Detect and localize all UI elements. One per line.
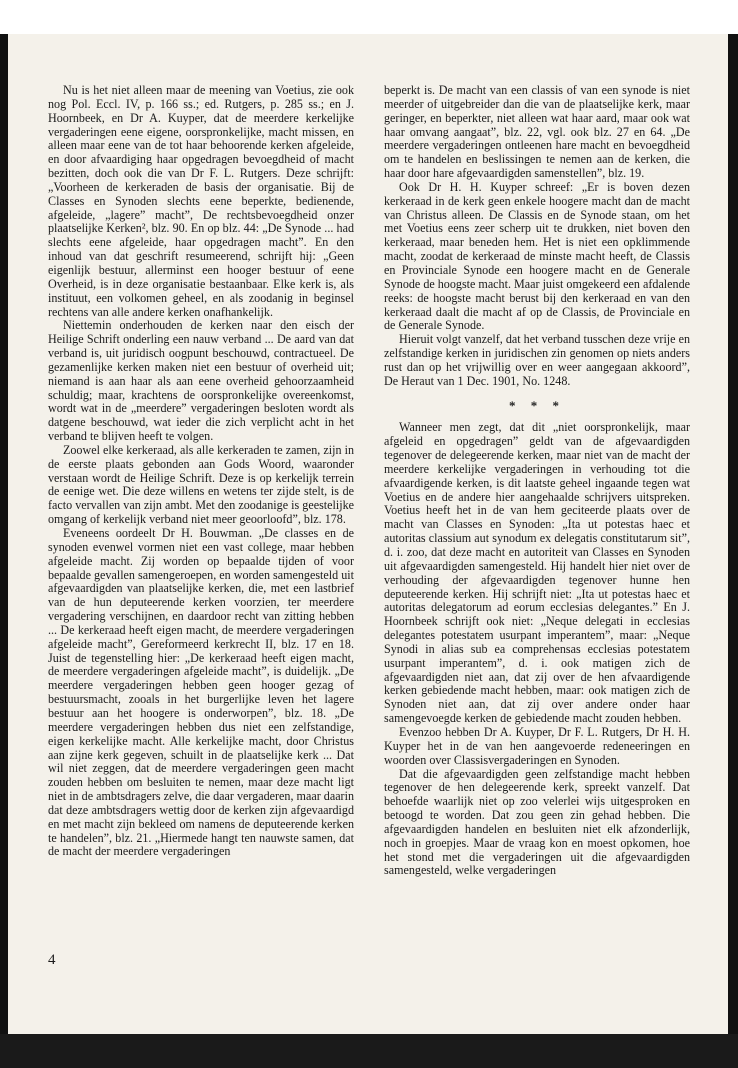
document-page <box>8 34 728 1034</box>
paragraph: Dat die afgevaardigden geen zelfstandige macht hebben tegenover de hen delegeerende kerk, spreekt vanzelf. Dat behoefde waarlijk niet op zoo velerlei wijs uitgesproken en betoogd te worden. Dat zou geen zin gehad hebben. Die afgevaardigden handelen en besluiten niet elk afzonderlijk, noch in groepjes. Maar de vraag kon en moest opkomen, hoe het stond met die vergaderingen uit die afgevaardigden samengesteld, welke vergaderingen <box>384 766 690 878</box>
paragraph: Niettemin onderhouden de kerken naar den eisch der Heilige Schrift onderling een nauw verband ... De aard van dat verband is, uit juridisch oogpunt beschouwd, contractueel. De gezamenlijke kerken maken niet een bestuur of overheid uit; niemand is aan haar als aan eene overheid gehoorzaamheid schuldig; maar, krachtens de oorspronkelijke overeenkomst, wordt wat in de „meerdere” vergaderingen besloten wordt als datgene beschouwd, wat ieder die zich verplicht acht in het verband te blijven heeft te volgen. <box>48 318 354 444</box>
paragraph: beperkt is. De macht van een classis of van een synode is niet meerder of uitgebreider dan die van de plaatselijke kerk, maar geringer, en beperkter, niet alleen wat haar aard, maar ook wat haar omvang aangaat”, blz. 22, vgl. ook blz. 27 en 64. „De meerdere vergaderingen ontleenen hare macht en bevoegdheid om te handelen en beslissingen te nemen aan de kerken, die haar door hare afgevaardigden samenstellen”, blz. 19. <box>384 83 690 181</box>
scan-right-edge <box>728 34 738 1034</box>
paragraph: Nu is het niet alleen maar de meening van Voetius, zie ook nog Pol. Eccl. IV, p. 166 ss.; ed. Rutgers, p. 285 ss.; en J. Hoornbeek, en Dr A. Kuyper, dat de meerdere kerkelijke vergaderingen eene eigene, oorspronkelijke, macht missen, en alleen maar eene van de tot haar behoorende kerken afgeleide, en door afvaardiging haar opgedragen bevoegdheid of macht bezitten, doch ook die van Dr F. L. Rutgers. Deze schrijft: „Voorheen de kerkeraden de basis der organisatie. Bij de Classes en Synoden slechts eene beperkte, bedienende, afgeleide, „lagere” macht”, De rechtsbevoegdheid onzer plaatselijke Kerken², blz. 90. En op blz. 44: „De Synode ... had slechts eene afgeleide, haar opgedragen macht”. En den inhoud van dat geschrift resumeerend, schrijft hij: „Geen eigenlijk bestuur, allerminst een hooger bestuur of eene Overheid, is in deze organisatie bestaanbaar. Elke kerk is, als instituut, een volkomen geheel, en als zoodanig in beginsel rechtens van alle andere kerken onafhankelijk. <box>48 83 354 319</box>
right-column <box>384 84 690 878</box>
paragraph: Eveneens oordeelt Dr H. Bouwman. „De classes en de synoden evenwel vormen niet een vast college, maar hebben afgeleide macht. Zij worden op bepaalde tijden of voor bepaalde gevallen samengeroepen, en worden samengesteld uit afgevaardigden van plaatselijke kerken, die, met een lastbrief van de hun deputeerende kerken voorzien, ter meerdere vergadering verschijnen, en daardoor recht van zitting hebben ... De kerkeraad heeft eigen macht, de meerdere vergaderingen afgeleide macht”, Gereformeerd kerkrecht II, blz. 17 en 18. Juist de tegenstelling hier: „De kerkeraad heeft eigen macht, de meerdere vergaderingen afgeleide macht”, is duidelijk. „De meerdere vergaderingen hebben geen hooger gezag of bestuursmacht, zooals in het burgerlijke leven het lagere bestuur aan het hoogere is onderworpen”, blz. 18. „De meerdere vergaderingen hebben dus niet een zelfstandige, eigen kerkelijke macht. Alle kerkelijke macht, door Christus aan zijne kerk gegeven, schuilt in de plaatselijke kerk ... Dat wil niet zeggen, dat de meerdere vergaderingen geen macht zouden hebben om besluiten te nemen, maar deze macht ligt niet in de ambtsdragers zelve, die daar vergaderen, maar daarin dat deze ambtsdragers wettig door de kerken zijn afgevaardigd en met macht zijn bekleed om namens de deputeerende kerken te handelen”, blz. 21. „Hiermede hangt ten nauwste samen, dat de macht der meerdere vergaderingen <box>48 526 354 859</box>
paragraph: Hieruit volgt vanzelf, dat het verband tusschen deze vrije en zelfstandige kerken in juridischen zin genomen op niets anders rust dan op het vrijwillig over en weer aangegaan akkoord”, De Heraut van 1 Dec. 1901, No. 1248. <box>384 332 690 388</box>
scan-background-top <box>0 0 738 34</box>
paragraph: Zoowel elke kerkeraad, als alle kerkeraden te zamen, zijn in de eerste plaats gebonden aan Gods Woord, waaronder verstaan wordt de Heilige Schrift. Deze is op kerkelijk terrein de eenige wet. Die deze willens en wetens ter zijde stelt, is de facto vervallen van zijn ambt. Met den zoodanige is geestelijke omgang of kerkelijk verband niet meer geoorloofd”, blz. 178. <box>48 442 354 527</box>
paragraph: Ook Dr H. H. Kuyper schreef: „Er is boven dezen kerkeraad in de kerk geen enkele hoogere macht dan de macht van Christus alleen. De Classis en de Synode staan, om het met Voetius eens zeer scherp uit te drukken, niet boven den kerkeraad, maar beneden hem. Het is niet een opklimmende macht, zoodat de kerkeraad de minste macht heeft, de Classis en Provinciale Synode een hoogere macht en de Generale Synode de hoogste macht. Maar juist omgekeerd een afdalende reeks: de hoogste macht berust bij den kerkeraad en van den kerkeraad daalt die macht af op de Classis, de Provinciale en de Generale Synode. <box>384 179 690 333</box>
left-column <box>48 84 354 859</box>
paragraph: Wanneer men zegt, dat dit „niet oorspronkelijk, maar afgeleid en opgedragen” geldt van de afgevaardigden tegenover de delegeerende kerken, maar niet van de macht der meerdere kerkelijke vergaderingen in verhouding tot die afvaardigende kerken, is dit laatste geheel ingaande tegen wat Voetius en de andere hier aangehaalde schrijvers uitspreken. Voetius heeft het in de van hem geciteerde plaats over de macht van Classes en Synoden: „Ita ut potestas haec et autoritas classium aut synodum ex delegatis constitutarum sit”, d. i. zoo, dat deze macht en autoriteit van Classes en Synoden uit afgevaardigden samengesteld. Hij handelt hier niet over de verhouding der afgevaardigden tegenover hunne hen deputeerende kerken. Hij schrijft niet: „Ita ut potestas haec et autoritas delegatorum ad eorum ecclesias delegantes.” En J. Hoornbeek schrijft ook niet: „Neque delegati in ecclesias delegantes potestatem usurpant imperantem”, maar: „Neque Synodi in alias sub ea comprehensas ecclesias potestatem usurpant imperantem”, d. i. ook matigen zich de afgevaardigden niet aan, dat zij over de hen afvaardigende kerken gebiedende macht hebben, maar: ook matigen zich de Synoden niet aan, dat zij over andere onder haar samengevoegde kerken de gebiedende macht zouden hebben. <box>384 420 690 726</box>
page-number: 4 <box>48 952 56 968</box>
section-separator: * * * <box>509 397 565 413</box>
scan-left-edge <box>0 34 8 1034</box>
paragraph: Evenzoo hebben Dr A. Kuyper, Dr F. L. Rutgers, Dr H. H. Kuyper het in de van hen aangevoerde redeneeringen en woorden over Classisvergaderingen en Synoden. <box>384 724 690 767</box>
scan-bottom-edge <box>0 1034 738 1068</box>
